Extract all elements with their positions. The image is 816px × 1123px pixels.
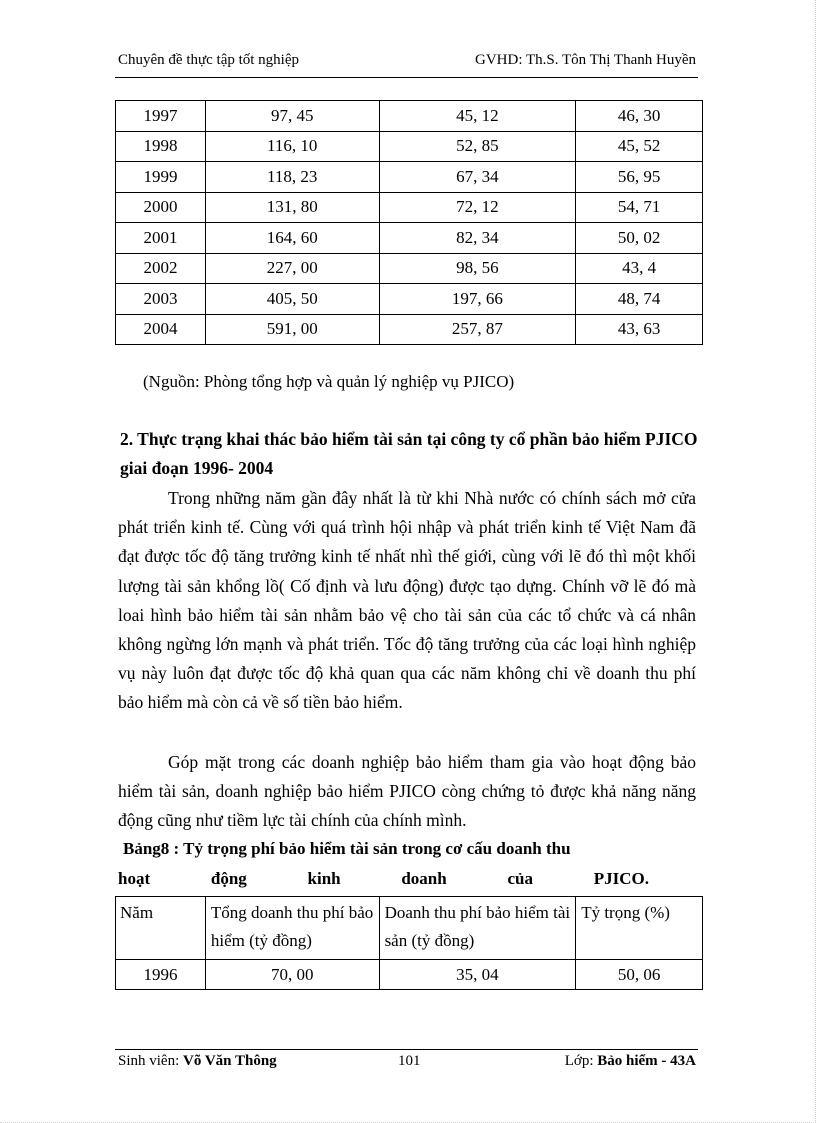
statistics-table-continued xyxy=(115,100,703,345)
table-row xyxy=(116,253,703,284)
table-caption-line-1: Bảng8 : Tỷ trọng phí bảo hiểm tài sản trong cơ cấu doanh thu xyxy=(123,839,571,858)
caption-word: của xyxy=(507,869,533,888)
header-cell-total-revenue: Tổng doanh thu phí bảo hiểm (tỷ đồng) xyxy=(205,897,379,960)
table-cell: 591, 00 xyxy=(205,314,379,345)
table-cell: 1999 xyxy=(116,162,206,193)
footer-class-label: Lớp: xyxy=(564,1053,594,1069)
table-row xyxy=(116,131,703,162)
table-cell: 2002 xyxy=(116,253,206,284)
table-cell: 48, 74 xyxy=(576,284,703,315)
page-header xyxy=(118,52,696,74)
footer-student-name: Võ Văn Thông xyxy=(183,1053,277,1069)
table-caption-line-2 xyxy=(118,869,649,889)
table-cell: 46, 30 xyxy=(576,101,703,132)
table-cell: 43, 63 xyxy=(576,314,703,345)
table-row xyxy=(116,162,703,193)
table-header-row xyxy=(116,897,703,960)
body-paragraph-2: Góp mặt trong các doanh nghiệp bảo hiểm tham gia vào hoạt động bảo hiểm tài sản, doanh nghiệp bảo hiểm PJICO còng chứng tỏ được khả năng năng động cũng như tiềm lực tài chính của chính mình. xyxy=(118,752,696,831)
table-cell: 131, 80 xyxy=(205,192,379,223)
table-cell: 56, 95 xyxy=(576,162,703,193)
table-cell: 2000 xyxy=(116,192,206,223)
source-note: (Nguồn: Phòng tổng hợp và quản lý nghiệp vụ PJICO) xyxy=(143,372,515,391)
table-cell: 72, 12 xyxy=(379,192,576,223)
table-cell: 50, 02 xyxy=(576,223,703,254)
footer-student-label: Sinh viên: xyxy=(118,1053,180,1069)
header-divider xyxy=(115,77,698,78)
table-cell: 118, 23 xyxy=(205,162,379,193)
header-title: Chuyên đề thực tập tốt nghiệp xyxy=(118,52,300,68)
table-cell: 35, 04 xyxy=(379,960,576,990)
page-footer xyxy=(118,1053,696,1075)
table-row xyxy=(116,223,703,254)
header-supervisor: GVHD: Th.S. Tôn Thị Thanh Huyền xyxy=(475,52,696,68)
table-cell: 45, 52 xyxy=(576,131,703,162)
table-cell: 45, 12 xyxy=(379,101,576,132)
table-row xyxy=(116,192,703,223)
table-cell: 2001 xyxy=(116,223,206,254)
table-cell: 67, 34 xyxy=(379,162,576,193)
caption-word: PJICO. xyxy=(593,869,649,888)
section-heading: 2. Thực trạng khai thác bảo hiểm tài sản tại công ty cổ phần bảo hiểm PJICO giai đoạn 1996- 2004 xyxy=(120,429,698,478)
table-cell: 1996 xyxy=(116,960,206,990)
table-cell: 164, 60 xyxy=(205,223,379,254)
caption-word: doanh xyxy=(401,869,447,888)
table-cell: 98, 56 xyxy=(379,253,576,284)
table-row xyxy=(116,314,703,345)
premium-share-table xyxy=(115,896,703,990)
table-cell: 2003 xyxy=(116,284,206,315)
caption-word: kinh xyxy=(307,869,341,888)
table-row xyxy=(116,960,703,990)
table-row xyxy=(116,101,703,132)
footer-divider xyxy=(115,1049,698,1050)
body-paragraph-1: Trong những năm gần đây nhất là từ khi Nhà nước có chính sách mở cửa phát triển kinh tế. Cùng với quá trình hội nhập và phát triển kinh tế Việt Nam đã đạt được tốc độ tăng trưởng kinh tế nhất nhì thế giới, cùng với lẽ đó thì một khối lượng tài sản khổng lồ( Cố định và lưu động) được tạo dựng. Chính vỡ lẽ đó mà loai hình bảo hiểm tài sản nhằm bảo vệ cho tài sản của các tổ chức và cá nhân không ngừng lớn mạnh và phát triển. Tốc độ tăng trưởng của các loại hình nghiệp vụ này luôn đạt được tốc độ khả quan qua các năm không chỉ về doanh thu phí bảo hiểm mà còn cả về số tiền bảo hiểm. xyxy=(118,488,696,713)
table-cell: 70, 00 xyxy=(205,960,379,990)
caption-word: hoạt xyxy=(118,869,151,888)
table-cell: 50, 06 xyxy=(576,960,703,990)
table-cell: 257, 87 xyxy=(379,314,576,345)
header-cell-year: Năm xyxy=(116,897,206,960)
page-number: 101 xyxy=(398,1053,421,1069)
table-cell: 82, 34 xyxy=(379,223,576,254)
table-cell: 405, 50 xyxy=(205,284,379,315)
table-cell: 52, 85 xyxy=(379,131,576,162)
header-cell-share: Tỷ trọng (%) xyxy=(576,897,703,960)
caption-word: động xyxy=(210,869,247,888)
table-row xyxy=(116,284,703,315)
footer-class xyxy=(565,1053,696,1070)
table-cell: 1998 xyxy=(116,131,206,162)
header-cell-property-revenue: Doanh thu phí bảo hiểm tài sản (tỷ đồng) xyxy=(379,897,576,960)
footer-class-name: Bảo hiểm - 43A xyxy=(597,1053,696,1069)
table-cell: 97, 45 xyxy=(205,101,379,132)
table-cell: 1997 xyxy=(116,101,206,132)
statistics-table-body xyxy=(116,101,703,345)
table-cell: 2004 xyxy=(116,314,206,345)
table-cell: 54, 71 xyxy=(576,192,703,223)
table-cell: 197, 66 xyxy=(379,284,576,315)
table-cell: 43, 4 xyxy=(576,253,703,284)
table-cell: 227, 00 xyxy=(205,253,379,284)
footer-student xyxy=(118,1053,277,1070)
premium-share-table-body xyxy=(116,960,703,990)
table-cell: 116, 10 xyxy=(205,131,379,162)
